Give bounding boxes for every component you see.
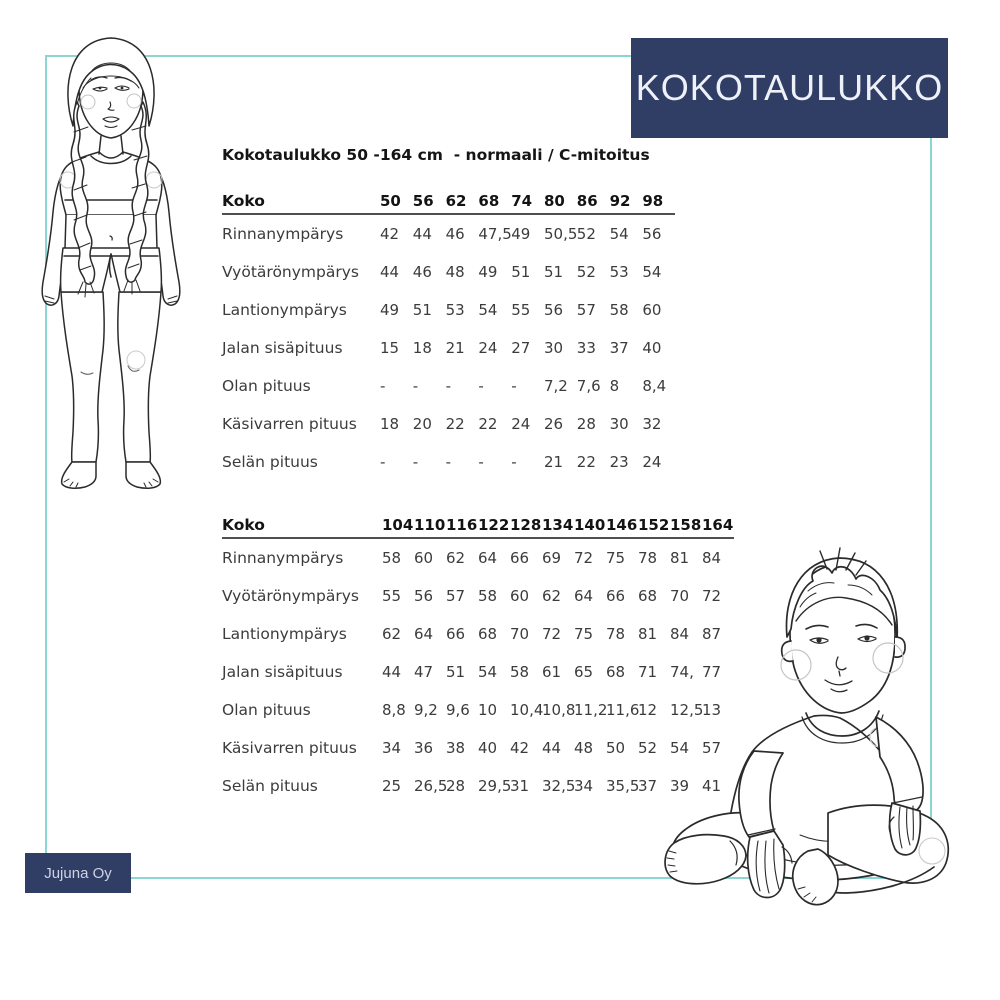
measurement-value: 54: [478, 301, 498, 319]
measurement-value: 84: [702, 549, 722, 567]
measurement-value: 68: [606, 663, 626, 681]
measurement-value: 54: [670, 739, 690, 757]
measurement-value: 66: [606, 587, 626, 605]
size-column-header: 164: [702, 516, 734, 534]
measurement-label: Rinnanympärys: [222, 225, 344, 243]
measurement-value: -: [412, 377, 419, 395]
measurement-value: 74,: [670, 663, 694, 681]
measurement-value: 70: [670, 587, 690, 605]
measurement-value: 7,6: [576, 377, 601, 395]
measurement-value: 11,2: [574, 701, 608, 719]
measurement-value: 52: [638, 739, 658, 757]
measurement-label: Käsivarren pituus: [222, 739, 357, 757]
size-column-header: 92: [609, 192, 631, 210]
table-header-label: Koko: [222, 192, 265, 210]
measurement-label: Selän pituus: [222, 453, 318, 471]
measurement-value: 84: [670, 625, 690, 643]
measurement-value: 48: [445, 263, 465, 281]
measurement-value: 87: [702, 625, 722, 643]
measurement-value: 57: [576, 301, 596, 319]
measurement-value: 26: [543, 415, 564, 433]
measurement-value: 35,5: [606, 777, 640, 795]
table-header-row: [222, 508, 734, 539]
measurement-value: 64: [478, 549, 498, 567]
measurement-value: 51: [511, 263, 531, 281]
brand-label: Jujuna Oy: [44, 864, 112, 882]
measurement-value: 12: [638, 701, 658, 719]
measurement-value: 27: [511, 339, 531, 357]
table-row: [222, 405, 675, 443]
measurement-value: 78: [606, 625, 626, 643]
measurement-value: 7,2: [543, 377, 568, 395]
measurement-value: -: [445, 453, 452, 471]
size-column-header: 56: [412, 192, 434, 210]
measurement-value: 54: [642, 263, 662, 281]
table-row: [222, 253, 675, 291]
measurement-value: 40: [642, 339, 662, 357]
measurement-label: Selän pituus: [222, 777, 318, 795]
measurement-value: 34: [574, 777, 594, 795]
measurement-value: 66: [510, 549, 530, 567]
measurement-value: -: [380, 453, 386, 471]
measurement-value: 57: [446, 587, 466, 605]
size-column-header: 74: [511, 192, 533, 210]
measurement-value: 8: [609, 377, 620, 395]
measurement-value: 77: [702, 663, 722, 681]
size-column-header: 158: [670, 516, 702, 534]
measurement-value: 42: [510, 739, 530, 757]
measurement-label: Vyötärönympärys: [222, 587, 359, 605]
measurement-value: -: [412, 453, 419, 471]
measurement-label: Jalan sisäpituus: [222, 663, 343, 681]
measurement-value: 56: [543, 301, 564, 319]
size-column-header: 104: [382, 516, 414, 534]
measurement-value: 64: [574, 587, 594, 605]
measurement-value: 28: [446, 777, 466, 795]
measurement-value: 28: [576, 415, 596, 433]
measurement-value: 62: [382, 625, 402, 643]
measurement-value: 61: [542, 663, 562, 681]
size-chart-title: Kokotaulukko 50 -164 cm - normaali / C-mitoitus: [222, 146, 650, 164]
banner-title: KOKOTAULUKKO: [635, 67, 944, 108]
measurement-value: 20: [412, 415, 432, 433]
measurement-value: 10,8: [542, 701, 576, 719]
measurement-label: Olan pituus: [222, 377, 311, 395]
measurement-value: 24: [478, 339, 498, 357]
measurement-label: Olan pituus: [222, 701, 311, 719]
measurement-value: -: [380, 377, 386, 395]
measurement-value: 55: [382, 587, 402, 605]
measurement-value: 53: [445, 301, 465, 319]
measurement-value: 48: [574, 739, 594, 757]
size-column-header: 86: [576, 192, 598, 210]
measurement-value: 81: [638, 625, 658, 643]
measurement-value: 12,5: [670, 701, 704, 719]
measurement-value: 51: [543, 263, 564, 281]
measurement-value: 44: [382, 663, 402, 681]
measurement-value: -: [478, 453, 484, 471]
measurement-value: 44: [542, 739, 562, 757]
measurement-value: 42: [380, 225, 400, 243]
measurement-value: 68: [638, 587, 658, 605]
measurement-label: Lantionympärys: [222, 625, 347, 643]
measurement-value: 33: [576, 339, 596, 357]
measurement-value: 49: [511, 225, 531, 243]
measurement-value: 72: [542, 625, 562, 643]
measurement-value: 58: [478, 587, 498, 605]
table-row: [222, 329, 675, 367]
measurement-value: -: [511, 377, 517, 395]
measurement-value: 54: [609, 225, 629, 243]
measurement-value: 60: [510, 587, 530, 605]
measurement-label: Käsivarren pituus: [222, 415, 357, 433]
measurement-value: 56: [642, 225, 662, 243]
measurement-value: 49: [380, 301, 400, 319]
baby-illustration: [650, 545, 960, 910]
measurement-value: 9,6: [446, 701, 470, 719]
girl-illustration: [15, 30, 205, 500]
measurement-value: 37: [638, 777, 658, 795]
measurement-value: 78: [638, 549, 658, 567]
measurement-value: 18: [380, 415, 400, 433]
measurement-value: 10,4: [510, 701, 544, 719]
measurement-value: 46: [445, 225, 465, 243]
size-column-header: 50: [380, 192, 401, 210]
measurement-value: 22: [576, 453, 596, 471]
size-column-header: 62: [445, 192, 467, 210]
measurement-value: 13: [702, 701, 722, 719]
measurement-value: 10: [478, 701, 498, 719]
measurement-label: Jalan sisäpituus: [222, 339, 343, 357]
measurement-value: 51: [412, 301, 432, 319]
measurement-value: 72: [702, 587, 722, 605]
measurement-value: 72: [574, 549, 594, 567]
measurement-value: 40: [478, 739, 498, 757]
measurement-value: 58: [382, 549, 402, 567]
size-column-header: 68: [478, 192, 500, 210]
measurement-label: Rinnanympärys: [222, 549, 344, 567]
table-row: [222, 291, 675, 329]
measurement-value: 58: [510, 663, 530, 681]
size-column-header: 128: [510, 516, 542, 534]
size-column-header: 110: [414, 516, 446, 534]
measurement-value: 9,2: [414, 701, 438, 719]
size-table-50-98: [222, 184, 675, 481]
measurement-value: 60: [642, 301, 662, 319]
measurement-value: 70: [510, 625, 530, 643]
measurement-value: 8,4: [642, 377, 667, 395]
measurement-value: 32,5: [542, 777, 576, 795]
measurement-value: -: [511, 453, 517, 471]
size-column-header: 122: [478, 516, 510, 534]
measurement-value: 49: [478, 263, 498, 281]
table-header-row: [222, 184, 675, 215]
measurement-value: 23: [609, 453, 629, 471]
measurement-value: 30: [609, 415, 629, 433]
measurement-value: 25: [382, 777, 402, 795]
measurement-value: 57: [702, 739, 722, 757]
size-column-header: 116: [446, 516, 478, 534]
measurement-value: 31: [510, 777, 530, 795]
measurement-value: 52: [576, 263, 596, 281]
measurement-value: 60: [414, 549, 434, 567]
measurement-value: 29,5: [478, 777, 512, 795]
table-row: [222, 215, 675, 253]
measurement-value: 54: [478, 663, 498, 681]
measurement-value: -: [445, 377, 452, 395]
measurement-value: 62: [542, 587, 562, 605]
measurement-value: 36: [414, 739, 434, 757]
measurement-value: 50,5: [543, 225, 578, 243]
measurement-value: -: [478, 377, 484, 395]
measurement-value: 38: [446, 739, 466, 757]
measurement-value: 37: [609, 339, 629, 357]
measurement-value: 62: [446, 549, 466, 567]
measurement-value: 75: [606, 549, 626, 567]
measurement-value: 69: [542, 549, 562, 567]
table-header-label: Koko: [222, 516, 265, 534]
size-column-header: 80: [543, 192, 565, 210]
measurement-value: 58: [609, 301, 629, 319]
measurement-value: 47: [414, 663, 434, 681]
measurement-value: 18: [412, 339, 432, 357]
measurement-value: 30: [543, 339, 564, 357]
measurement-value: 32: [642, 415, 662, 433]
measurement-value: 64: [414, 625, 434, 643]
measurement-value: 21: [543, 453, 564, 471]
measurement-value: 52: [576, 225, 596, 243]
size-column-header: 152: [638, 516, 670, 534]
brand-box: [25, 853, 131, 893]
measurement-value: 22: [445, 415, 465, 433]
measurement-value: 26,5: [414, 777, 448, 795]
size-column-header: 146: [606, 516, 638, 534]
size-column-header: 140: [574, 516, 606, 534]
measurement-value: 15: [380, 339, 400, 357]
measurement-value: 44: [380, 263, 400, 281]
measurement-value: 34: [382, 739, 402, 757]
table-row: [222, 367, 675, 405]
measurement-value: 21: [445, 339, 465, 357]
measurement-value: 41: [702, 777, 722, 795]
table-row: [222, 443, 675, 481]
measurement-value: 71: [638, 663, 658, 681]
measurement-value: 44: [412, 225, 432, 243]
measurement-value: 56: [414, 587, 434, 605]
measurement-value: 47,5: [478, 225, 512, 243]
measurement-value: 65: [574, 663, 594, 681]
measurement-value: 66: [446, 625, 466, 643]
measurement-value: 55: [511, 301, 531, 319]
measurement-value: 53: [609, 263, 629, 281]
measurement-value: 46: [412, 263, 432, 281]
measurement-value: 75: [574, 625, 594, 643]
measurement-label: Lantionympärys: [222, 301, 347, 319]
measurement-label: Vyötärönympärys: [222, 263, 359, 281]
measurement-value: 8,8: [382, 701, 406, 719]
measurement-value: 24: [642, 453, 662, 471]
measurement-value: 50: [606, 739, 626, 757]
measurement-value: 24: [511, 415, 531, 433]
measurement-value: 11,6: [606, 701, 640, 719]
measurement-value: 51: [446, 663, 466, 681]
measurement-value: 22: [478, 415, 498, 433]
measurement-value: 68: [478, 625, 498, 643]
kokotaulukko-banner: [631, 38, 948, 138]
measurement-value: 81: [670, 549, 690, 567]
size-column-header: 98: [642, 192, 664, 210]
measurement-value: 39: [670, 777, 690, 795]
size-column-header: 134: [542, 516, 574, 534]
